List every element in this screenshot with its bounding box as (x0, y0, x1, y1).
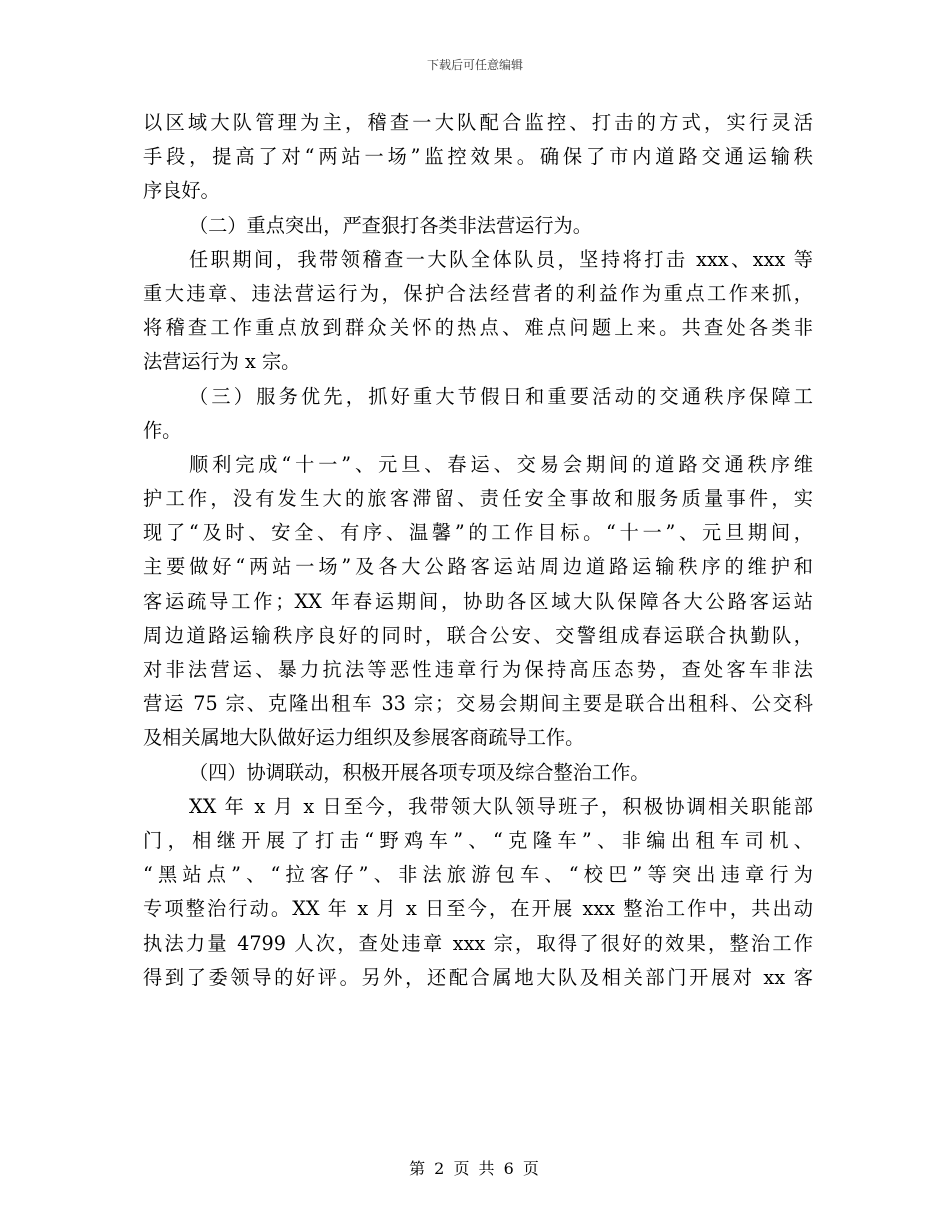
text-line: 门，相继开展了打击“野鸡车”、“克隆车”、非编出租车司机、 (143, 828, 813, 852)
text-line: 营运 75 宗、克隆出租车 33 宗；交易会期间主要是联合出租科、公交科 (143, 692, 813, 716)
text-line: 法营运行为 x 宗。 (143, 350, 301, 374)
text-line: 任职期间，我带领稽查一大队全体队员，坚持将打击 xxx、xxx 等 (189, 247, 813, 271)
document-body (143, 106, 813, 995)
text-line: 专项整治行动。XX 年 x 月 x 日至今，在开展 xxx 整治工作中，共出动 (143, 897, 813, 921)
text-line: 顺利完成“十一”、元旦、春运、交易会期间的道路交通秩序维 (189, 452, 813, 476)
text-line: 手段，提高了对“两站一场”监控效果。确保了市内道路交通运输秩 (143, 145, 813, 169)
page-header: 下载后可任意编辑 (426, 58, 523, 72)
page-number: 第 2 页 共 6 页 (409, 1159, 541, 1178)
text-line: XX 年 x 月 x 日至今，我带领大队领导班子，积极协调相关职能部 (189, 794, 813, 818)
text-line: 现了“及时、安全、有序、温馨”的工作目标。“十一”、元旦期间， (143, 521, 813, 545)
section-heading: （三）服务优先，抓好重大节假日和重要活动的交通秩序保障工 (189, 384, 813, 408)
text-line: “黑站点”、“拉客仔”、非法旅游包车、“校巴”等突出违章行为 (143, 863, 813, 887)
text-line: 得到了委领导的好评。另外，还配合属地大队及相关部门开展对 xx 客 (143, 965, 813, 989)
text-line: 作。 (143, 418, 182, 442)
text-line: 执法力量 4799 人次，查处违章 xxx 宗，取得了很好的效果，整治工作 (143, 931, 813, 955)
text-line: 重大违章、违法营运行为，保护合法经营者的利益作为重点工作来抓， (143, 281, 813, 305)
text-line: 将稽查工作重点放到群众关怀的热点、难点问题上来。共查处各类非 (143, 316, 813, 340)
text-line: 周边道路运输秩序良好的同时，联合公安、交警组成春运联合执勤队， (143, 623, 813, 647)
text-line: 序良好。 (143, 179, 220, 203)
text-line: 及相关属地大队做好运力组织及参展客商疏导工作。 (143, 726, 585, 750)
section-heading: （四）协调联动，积极开展各项专项及综合整治工作。 (189, 760, 650, 784)
section-heading: （二）重点突出，严查狠打各类非法营运行为。 (189, 213, 592, 237)
text-line: 客运疏导工作；XX 年春运期间，协助各区域大队保障各大公路客运站 (143, 589, 813, 613)
text-line: 主要做好“两站一场”及各大公路客运站周边道路运输秩序的维护和 (143, 555, 813, 579)
text-line: 护工作，没有发生大的旅客滞留、责任安全事故和服务质量事件，实 (143, 487, 813, 511)
text-line: 对非法营运、暴力抗法等恶性违章行为保持高压态势，查处客车非法 (143, 658, 813, 681)
text-line: 以区域大队管理为主，稽查一大队配合监控、打击的方式，实行灵活 (143, 111, 813, 134)
